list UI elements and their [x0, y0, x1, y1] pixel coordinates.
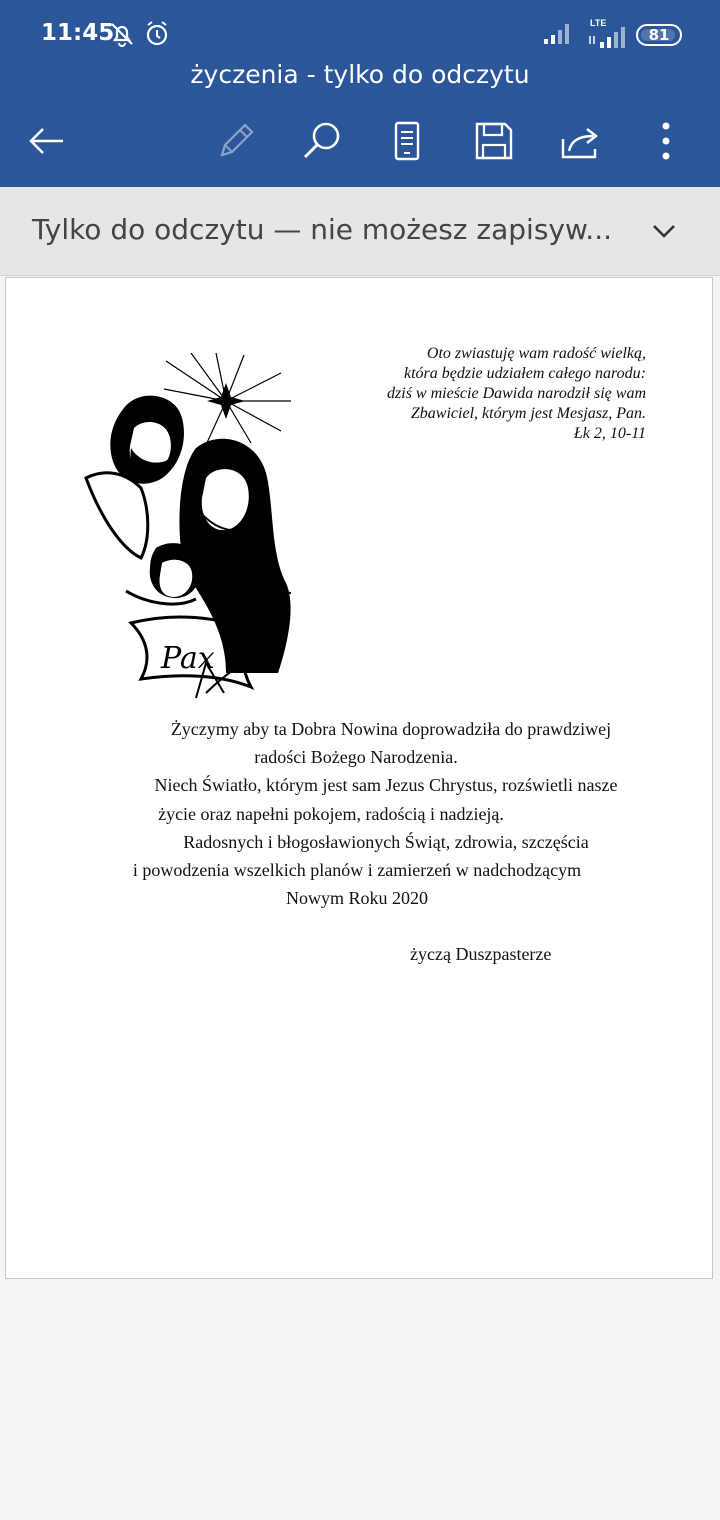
battery-icon — [636, 24, 682, 46]
quote-reference: Łk 2, 10-11 — [573, 425, 646, 442]
save-icon[interactable] — [468, 115, 520, 167]
greeting-text — [101, 715, 661, 912]
scripture-quote — [346, 344, 646, 444]
quote-line: która będzie udziałem całego narodu: — [403, 365, 646, 382]
read-only-banner[interactable] — [0, 187, 720, 276]
notifications-off-icon — [108, 20, 136, 53]
pax-scroll-text: Pax — [161, 641, 215, 676]
more-options-icon[interactable] — [640, 115, 692, 167]
read-only-message: Tylko do odczytu — nie możesz zapisyw... — [32, 213, 613, 246]
app-bar: 11:45 LTE 81 życzenia - tylko do odczytu — [0, 0, 720, 187]
quote-line: Oto zwiastuję wam radość wielką, — [426, 345, 646, 362]
alarm-icon — [143, 20, 171, 53]
quote-line: Zbawiciel, którym jest Mesjasz, Pan. — [410, 405, 646, 422]
holy-family-illustration — [76, 353, 306, 703]
battery-level: 81 — [648, 26, 670, 44]
quote-line: dziś w mieście Dawida narodził się wam — [387, 385, 646, 402]
chevron-down-icon[interactable] — [646, 213, 682, 249]
document-page[interactable] — [5, 277, 713, 1279]
mobile-view-icon[interactable] — [381, 115, 433, 167]
edit-pencil-icon[interactable] — [210, 115, 262, 167]
back-arrow-icon[interactable] — [21, 115, 73, 167]
greeting-line: radości Bożego Narodzenia. — [254, 747, 458, 768]
greeting-line: i powodzenia wszelkich planów i zamierzeń w nadchodzącym — [132, 860, 582, 881]
greeting-line: Radosnych i błogosławionych Świąt, zdrowia, szczęścia — [183, 831, 589, 852]
signature: życzą Duszpasterze — [410, 944, 552, 964]
search-icon[interactable] — [296, 115, 348, 167]
greeting-line: Niech Światło, którym jest sam Jezus Chrystus, rozświetli nasze — [154, 775, 618, 796]
document-title: życzenia - tylko do odczytu — [190, 60, 530, 89]
greeting-line: Nowym Roku 2020 — [285, 888, 428, 909]
greeting-line: życie oraz napełni pokojem, radością i nadzieją. — [158, 803, 504, 824]
signal-icon — [543, 20, 573, 51]
status-time: 11:45 — [41, 20, 115, 46]
greeting-line: Życzymy aby ta Dobra Nowina doprowadziła do prawdziwej — [170, 719, 612, 739]
share-icon[interactable] — [554, 115, 606, 167]
